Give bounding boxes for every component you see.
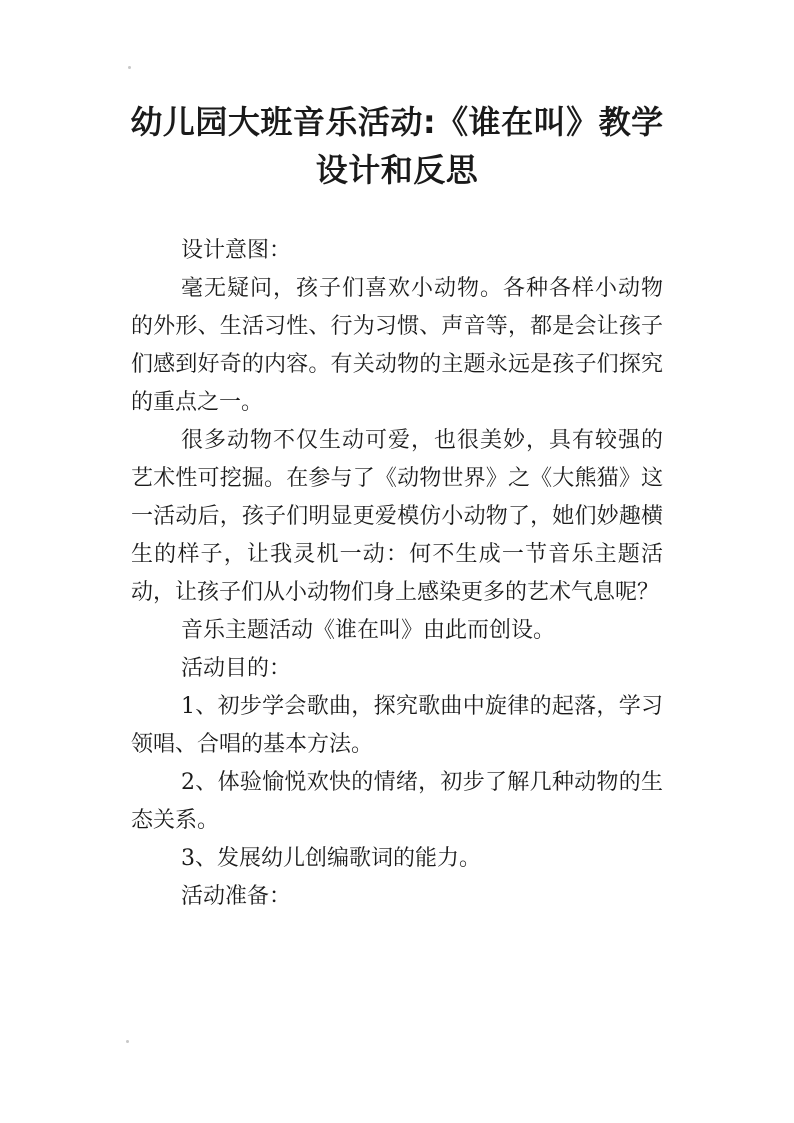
section-heading-preparation: 活动准备： (181, 884, 292, 909)
title-line-2: 设计和反思 (315, 151, 479, 189)
section-heading-design-intent: 设计意图： (181, 238, 292, 263)
section-heading-goals: 活动目的： (181, 656, 292, 681)
goal-item-3: 3、发展幼儿创编歌词的能力。 (181, 846, 481, 871)
title-line-1: 幼儿园大班音乐活动:《谁在叫》教学 (130, 103, 664, 141)
paragraph-inspiration: 很多动物不仅生动可爱，也很美妙，具有较强的艺术性可挖掘。在参与了《动物世界》之《大熊猫》这一活动后，孩子们明显更爱模仿小动物了，她们妙趣横生的样子，让我灵机一动：何不生成一节音乐主题活动，让孩子们从小动物们身上感染更多的艺术气息呢？ (131, 428, 663, 605)
scan-dot (126, 1040, 129, 1043)
goal-item-2: 2、体验愉悦欢快的情绪，初步了解几种动物的生态关系。 (131, 770, 663, 833)
goal-item-1: 1、初步学会歌曲，探究歌曲中旋律的起落，学习领唱、合唱的基本方法。 (131, 694, 663, 757)
document-title (100, 98, 694, 194)
document-body (131, 232, 663, 916)
paragraph-origin: 音乐主题活动《谁在叫》由此而创设。 (181, 618, 556, 643)
paragraph-intro: 毫无疑问，孩子们喜欢小动物。各种各样小动物的外形、生活习性、行为习惯、声音等，都是会让孩子们感到好奇的内容。有关动物的主题永远是孩子们探究的重点之一。 (131, 276, 663, 415)
scan-dot (128, 66, 131, 69)
